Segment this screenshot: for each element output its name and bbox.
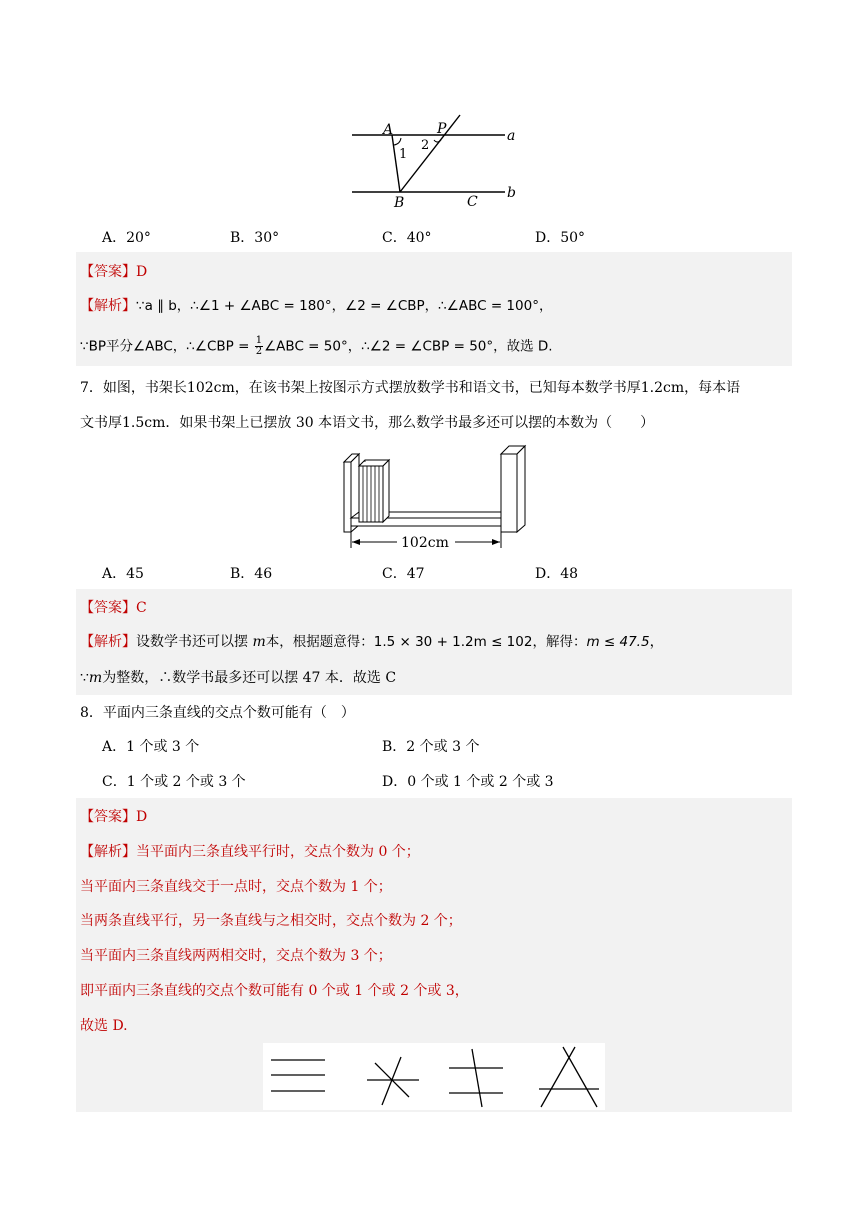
- answer-label: 【答案】: [80, 809, 136, 825]
- q6-answer: [80, 262, 147, 282]
- analysis-label: 【解析】: [80, 298, 136, 314]
- answer-label: 【答案】: [80, 600, 136, 616]
- parallel-lines-figure: [340, 112, 530, 212]
- answer-value: C: [136, 600, 147, 616]
- q6-analysis-line1: [80, 296, 552, 316]
- analysis-text: 当平面内三条直线平行时，交点个数为 0 个；: [136, 844, 420, 860]
- q8-option-c: C．1 个或 2 个或 3 个: [102, 774, 246, 790]
- q8-analysis-line5: 即平面内三条直线的交点个数可能有 0 个或 1 个或 2 个或 3，: [80, 983, 469, 999]
- q6-option-b: B．30°: [230, 230, 280, 246]
- segment-ab: [392, 135, 400, 192]
- analysis-label: 【解析】: [80, 844, 136, 860]
- analysis-text: ，: [649, 634, 664, 650]
- left-panel: [344, 462, 351, 532]
- label-angle1: 1: [399, 147, 408, 162]
- answer-label: 【答案】: [80, 264, 136, 280]
- q6-option-d: D．50°: [535, 230, 586, 246]
- q8-analysis-line2: 当平面内三条直线交于一点时，交点个数为 1 个；: [80, 879, 392, 895]
- q6-option-c: C．40°: [382, 230, 432, 246]
- analysis-text: 本，根据题意得：1.5 × 30 + 1.2m ≤ 102，解得：: [265, 634, 587, 650]
- analysis-result: m ≤ 47.5: [586, 634, 650, 650]
- fraction-one-half: $\frac{1}{2}$: [255, 335, 263, 357]
- q6-analysis-line2: [80, 336, 553, 357]
- q8-stem: 8．平面内三条直线的交点个数可能有（ ）: [80, 705, 355, 721]
- label-C: C: [467, 194, 478, 210]
- arrow-left: [352, 539, 360, 545]
- analysis-text: ∵a ∥ b，∴∠1 + ∠ABC = 180°，∠2 = ∠CBP，∴∠ABC = 100°，: [136, 298, 553, 314]
- line-bp: [400, 115, 460, 192]
- answer-value: D: [136, 809, 148, 825]
- q7-analysis-line1: [80, 632, 664, 652]
- answer-value: D: [136, 264, 148, 280]
- q7-answer: [80, 598, 147, 618]
- q8-analysis-line4: 当平面内三条直线两两相交时，交点个数为 3 个；: [80, 948, 392, 964]
- q7-stem-line2: 文书厚1.5cm．如果书架上已摆放 30 本语文书，那么数学书最多还可以摆的本数为（ ）: [80, 415, 655, 431]
- q7-stem-line1: 7．如图，书架长102cm，在该书架上按图示方式摆放数学书和语文书，已知每本数学书厚1.2cm，每本语: [80, 380, 741, 396]
- analysis-text: 设数学书还可以摆: [136, 634, 248, 650]
- q8-option-b: B．2 个或 3 个: [382, 739, 480, 755]
- q8-answer: [80, 807, 147, 827]
- three-lines-figure: [263, 1043, 605, 1110]
- analysis-label: 【解析】: [80, 634, 136, 650]
- q8-analysis-line3: 当两条直线平行，另一条直线与之相交时，交点个数为 2 个；: [80, 913, 462, 929]
- q7-option-b: B．46: [230, 566, 273, 582]
- q8-analysis-line6: 故选 D.: [80, 1018, 128, 1034]
- q8-analysis-line1: [80, 842, 420, 862]
- label-angle2: 2: [421, 138, 430, 153]
- q8-option-a: A．1 个或 3 个: [102, 739, 200, 755]
- q8-option-d: D．0 个或 1 个或 2 个或 3: [382, 774, 554, 790]
- label-B: B: [394, 195, 405, 211]
- right-panel-depth: [517, 446, 525, 532]
- label-b: b: [507, 185, 516, 201]
- label-P: P: [437, 121, 447, 137]
- arrow-right: [492, 539, 500, 545]
- analysis-text: ∵BP平分∠ABC，∴∠CBP =: [80, 338, 254, 355]
- q7-option-d: D．48: [535, 566, 579, 582]
- books: [359, 460, 389, 522]
- angle-1-arc: [394, 138, 401, 145]
- variable-m: m: [252, 634, 266, 650]
- label-a: a: [507, 128, 516, 144]
- variable-m: m: [88, 670, 103, 686]
- q6-option-a: A．20°: [102, 230, 151, 246]
- q7-option-a: A．45: [102, 566, 144, 582]
- q7-option-c: C．47: [382, 566, 425, 582]
- analysis-text: ∠ABC = 50°，∴∠2 = ∠CBP = 50°，故选 D.: [264, 338, 553, 355]
- label-A: A: [383, 122, 394, 138]
- bookshelf-figure: [335, 442, 535, 554]
- analysis-text: 为整数，∴数学书最多还可以摆 47 本．故选 C: [102, 670, 397, 686]
- analysis-text: ∵: [80, 670, 89, 686]
- q7-analysis-line2: [80, 668, 396, 688]
- right-panel: [501, 454, 517, 532]
- dimension-label: 102cm: [401, 535, 449, 551]
